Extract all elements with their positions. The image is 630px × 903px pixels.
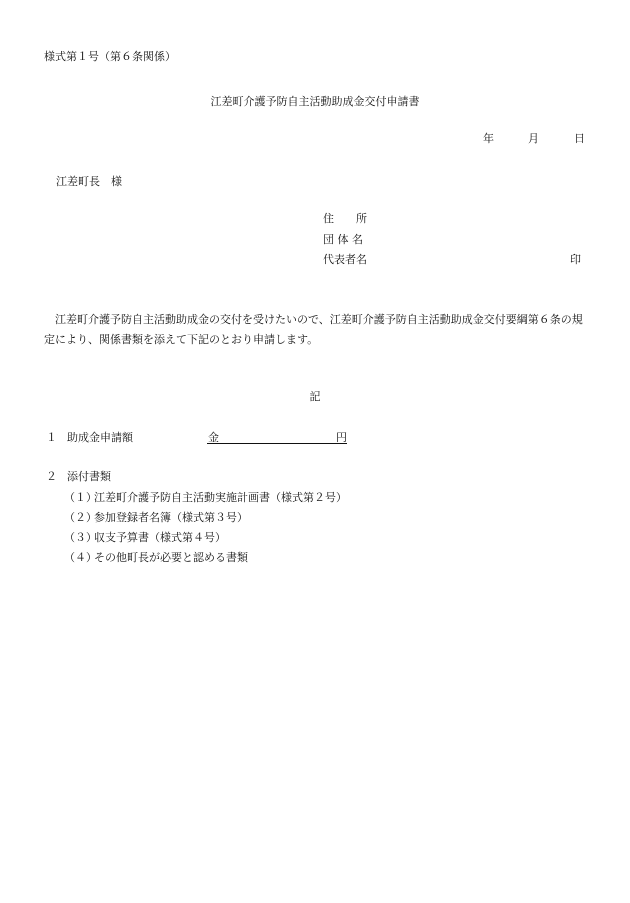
date-month: 月 xyxy=(528,132,539,145)
attachment-text: その他町長が必要と認める書類 xyxy=(94,551,248,564)
date-line xyxy=(0,132,630,146)
attachment-number: （４） xyxy=(64,551,97,564)
addressee: 江差町長 様 xyxy=(56,175,122,188)
form-number: 様式第１号（第６条関係） xyxy=(44,50,176,63)
application-body-text: 江差町介護予防自主活動助成金の交付を受けたいので、江差町介護予防自主活動助成金交付要綱第６条の規定により、関係書類を添えて下記のとおり申請します。 xyxy=(44,313,583,346)
ki-heading: 記 xyxy=(309,390,321,403)
attachment-item xyxy=(64,491,347,505)
amount-prefix: 金 xyxy=(208,431,219,444)
attachment-item xyxy=(64,531,226,545)
document-title: 江差町介護予防自主活動助成金交付申請書 xyxy=(210,95,420,108)
representative-label: 代表者名 xyxy=(323,253,367,266)
attachment-number: （３） xyxy=(64,531,97,544)
address-label: 住 所 xyxy=(323,212,367,225)
amount-suffix: 円 xyxy=(336,431,347,444)
attachment-text: 収支予算書（様式第４号） xyxy=(94,531,226,544)
date-day: 日 xyxy=(574,132,585,145)
item1-label: 助成金申請額 xyxy=(67,431,133,444)
amount-underline xyxy=(207,443,347,444)
attachment-number: （２） xyxy=(64,511,97,524)
item2-number: ２ xyxy=(46,470,57,483)
date-year: 年 xyxy=(483,132,494,145)
group-name-label: 団 体 名 xyxy=(323,233,363,246)
attachment-text: 参加登録者名簿（様式第３号） xyxy=(94,511,248,524)
attachment-text: 江差町介護予防自主活動実施計画書（様式第２号） xyxy=(94,491,347,504)
seal-mark: 印 xyxy=(570,253,581,266)
item2-label: 添付書類 xyxy=(67,470,111,483)
item1-number: １ xyxy=(46,431,57,444)
attachment-item xyxy=(64,551,248,565)
attachment-item xyxy=(64,511,248,525)
attachment-number: （１） xyxy=(64,491,97,504)
